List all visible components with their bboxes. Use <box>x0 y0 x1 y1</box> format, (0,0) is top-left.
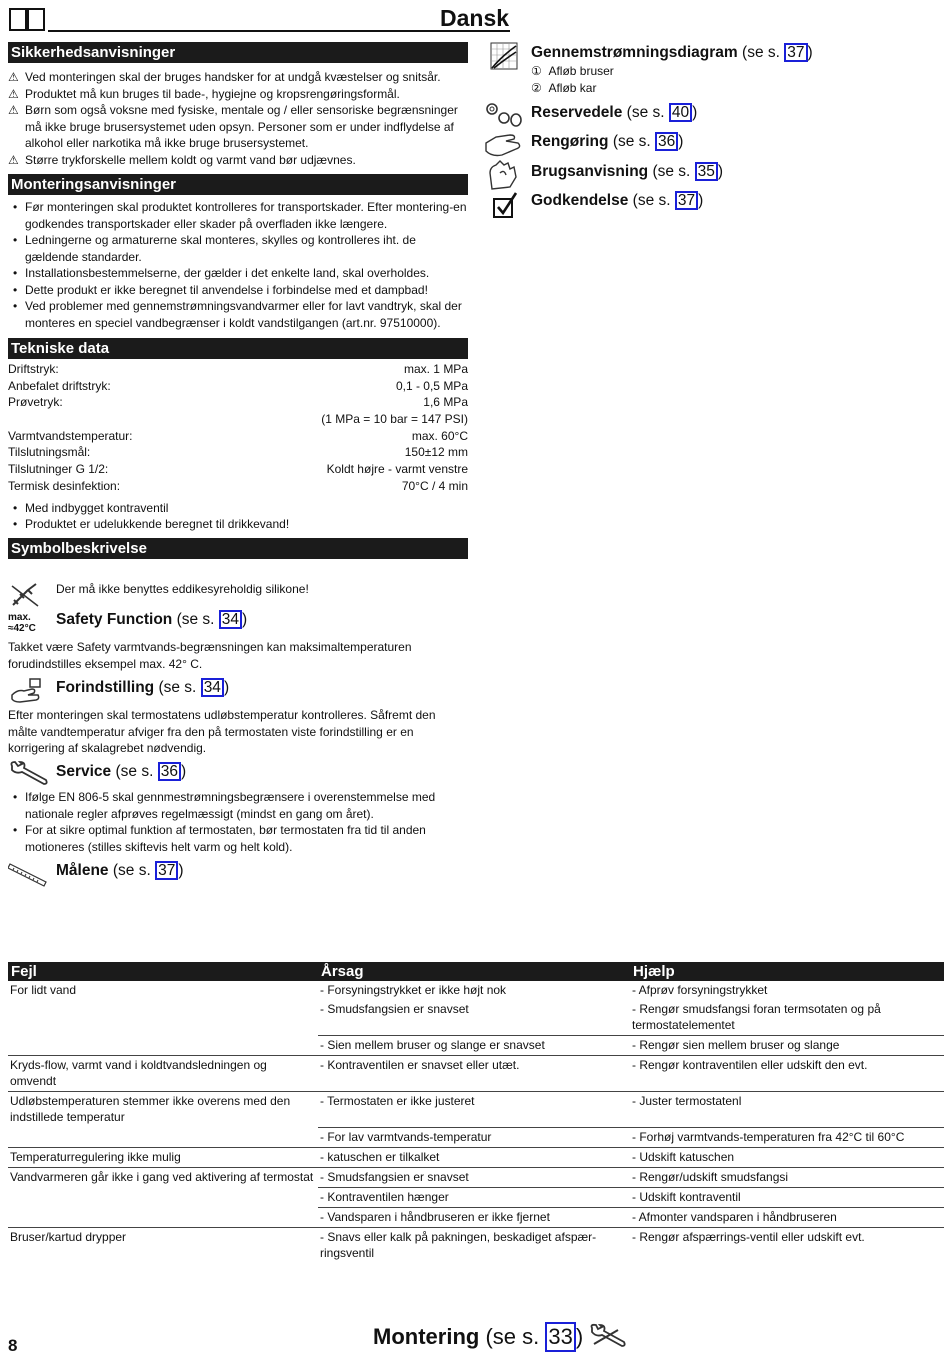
tech-row <box>8 411 468 428</box>
page-link[interactable]: 33 <box>545 1322 575 1352</box>
tech-row <box>8 444 468 461</box>
service-item: • Ifølge EN 806-5 skal gennmestrømningsbegrænsere i overenstemmelse med nationale regler afprøves regelmæssigt (mindst en gang om året). <box>8 789 458 822</box>
table-row <box>8 1187 944 1207</box>
silicone-note: Der må ikke benyttes eddikesyreholdig silikone! <box>56 582 309 596</box>
page-link[interactable]: 36 <box>158 762 181 781</box>
tech-label: Termisk desinfektion: <box>8 478 121 493</box>
table-row <box>8 1000 944 1036</box>
cause-cell: - Kontraventilen hænger <box>318 1187 630 1207</box>
page-link[interactable]: 34 <box>201 678 224 697</box>
table-row <box>8 1056 944 1092</box>
help-cell: - Rengør afspærrings-ventil eller udskift evt. <box>632 1229 865 1244</box>
safety-item: ⚠ Produktet må kun bruges til bade-, hygiejne og kropsrengøringsformål. <box>8 86 400 101</box>
table-row <box>8 1036 944 1056</box>
mounting-item: • Installationsbestemmelserne, der gælder i det enkelte land, skal overholdes. <box>8 265 468 282</box>
table-row <box>8 1227 944 1263</box>
mounting-item: • Ved problemer med gennemstrømningsvandvarmer eller for lavt vandtryk, skal der monteres en speciel vandbegrænser i koldt vandstilgangen (art.nr. 97510000). <box>8 298 468 331</box>
footer-mounting: Montering (se s. 33 ) <box>373 1322 583 1352</box>
service-list <box>8 789 458 855</box>
cause-cell: - Termostaten er ikke justeret <box>318 1092 630 1128</box>
column-header: Årsag <box>318 962 630 981</box>
flow-heading: Gennemstrømningsdiagram (se s. 37 ) <box>531 44 813 61</box>
help-cell: - Juster termostatenl <box>630 1092 944 1128</box>
hand-adjust-icon <box>10 677 44 710</box>
approval-heading: Godkendelse (se s. 37 ) <box>531 192 704 209</box>
technical-bullet: • Produktet er udelukkende beregnet til drikkevand! <box>8 516 468 533</box>
service-heading: Service (se s. 36 ) <box>56 763 187 780</box>
tech-label: Tilslutningsmål: <box>8 445 91 460</box>
fault-cell <box>8 1036 318 1056</box>
help-cell: - Afmonter vandsparen i håndbruseren <box>630 1207 944 1227</box>
ruler-icon <box>8 860 48 893</box>
cause-cell: - Sien mellem bruser og slange er snavset <box>318 1036 630 1056</box>
cause-cell: - katuschen er tilkalket <box>318 1147 630 1167</box>
safety-item: ⚠ Ved monteringen skal der bruges handsker for at undgå kvæstelser og snitsår. <box>8 70 441 84</box>
mounting-item: • Dette produkt er ikke beregnet til anvendelse i forbindelse med et dampbad! <box>8 282 468 299</box>
table-row <box>8 1207 944 1227</box>
page-link[interactable]: 36 <box>655 132 678 151</box>
help-cell: - Udskift kontraventil <box>630 1187 944 1207</box>
safety-heading: Sikkerhedsanvisninger <box>8 42 468 63</box>
page-link[interactable]: 37 <box>784 43 807 62</box>
safety-item: ⚠ Større trykforskelle mellem koldt og varmt vand bør udjævnes. <box>8 152 356 167</box>
fault-cell <box>8 1187 318 1207</box>
safety-list <box>8 69 468 168</box>
cleaning-heading: Rengøring (se s. 36 ) <box>531 133 684 150</box>
flow-item: ② Afløb kar <box>531 80 597 95</box>
tools-icon <box>588 1322 628 1357</box>
page-link[interactable]: 35 <box>695 162 718 181</box>
mounting-item: • Før monteringen skal produktet kontrolleres for transportskader. Efter montering-en godkendes transportskader eller skader på overfladen ikke længere. <box>8 199 468 232</box>
tech-row <box>8 478 468 495</box>
tech-label: Varmtvandstemperatur: <box>8 428 133 443</box>
technical-table <box>8 361 468 495</box>
tech-value: 150±12 mm <box>404 445 468 460</box>
fault-cell: Kryds-flow, varmt vand i koldtvandsledningen og omvendt <box>8 1056 318 1092</box>
help-cell: - Forhøj varmtvands-temperaturen fra 42°C til 60°C <box>630 1127 944 1147</box>
cause-cell: - Vandsparen i håndbruseren er ikke fjernet <box>318 1207 630 1227</box>
cause-cell: - Kontraventilen er snavset eller utæt. <box>318 1056 630 1092</box>
presetting-heading: Forindstilling (se s. 34 ) <box>56 679 230 696</box>
warning-icon: ⚠ <box>8 86 19 101</box>
table-row <box>8 981 944 1000</box>
safety-function-heading: Safety Function (se s. 34 ) <box>56 611 248 628</box>
manual-heading: Brugsanvisning (se s. 35 ) <box>531 163 724 180</box>
safety-function-text: Takket være Safety varmtvands-begrænsningen kan maksimaltemperaturen forudindstilles eksempel max. 42° C. <box>8 640 412 671</box>
flow-diagram-icon <box>490 42 518 75</box>
cause-cell: - Forsyningstrykket er ikke højt nok <box>320 983 507 997</box>
warning-icon: ⚠ <box>8 103 19 117</box>
column-header: Hjælp <box>630 962 944 981</box>
tech-value: 1,6 MPa <box>423 395 468 410</box>
tech-value: (1 MPa = 10 bar = 147 PSI) <box>321 412 468 427</box>
silicone-gun-icon <box>10 582 40 613</box>
tech-row <box>8 378 468 395</box>
table-row <box>8 1092 944 1128</box>
tech-value: Koldt højre - varmt venstre <box>326 462 468 477</box>
fault-cell <box>8 1000 318 1036</box>
tech-value: 70°C / 4 min <box>401 478 468 493</box>
help-cell: - Rengør kontraventilen eller udskift den evt. <box>630 1056 944 1092</box>
tech-label: Driftstryk: <box>8 362 59 376</box>
fault-table <box>8 962 944 1263</box>
spare-parts-heading: Reservedele (se s. 40 ) <box>531 104 698 121</box>
cause-cell: - Smudsfangsien er snavset <box>318 1167 630 1187</box>
table-header-row <box>8 962 944 981</box>
column-header: Fejl <box>8 962 318 981</box>
tech-row <box>8 461 468 478</box>
flow-item: ① Afløb bruser <box>531 64 614 78</box>
fault-table-body <box>8 981 944 1263</box>
tech-label: Anbefalet driftstryk: <box>8 378 111 393</box>
mounting-heading: Monteringsanvisninger <box>8 174 468 195</box>
warning-icon: ⚠ <box>8 152 19 167</box>
cause-cell: - Smudsfangsien er snavset <box>318 1000 630 1036</box>
fault-cell: Temperaturregulering ikke mulig <box>8 1147 318 1167</box>
tech-value: max. 60°C <box>411 428 468 443</box>
safety-item: ⚠ Børn som også voksne med fysiske, mentale og / eller sensoriske begrænsninger må ikke bruge brusersystemet uden opsyn. Personer som er under indflydelse af alkohol eller narkotika må ikke bruge brusersystemet. <box>8 103 458 150</box>
tech-row <box>8 361 468 378</box>
table-row <box>8 1127 944 1147</box>
technical-bullets <box>8 500 468 533</box>
tech-label: Tilslutninger G 1/2: <box>8 462 109 477</box>
technical-bullet: • Med indbygget kontraventil <box>8 500 468 517</box>
left-column <box>8 42 468 559</box>
fault-cell <box>8 1207 318 1227</box>
help-cell: - Rengør sien mellem bruser og slange <box>630 1036 944 1056</box>
mounting-list <box>8 199 468 331</box>
fault-cell <box>8 1127 318 1147</box>
page-link[interactable]: 40 <box>669 103 692 122</box>
page-link[interactable]: 37 <box>675 191 698 210</box>
max-temp-icon: max. ≈42°C <box>8 612 36 634</box>
language-title: Dansk <box>440 5 510 31</box>
help-cell: - Udskift katuschen <box>630 1147 944 1167</box>
help-cell: - Rengør smudsfangsi foran termsotaten og på termostatelementet <box>630 1000 944 1036</box>
cause-cell: - Snavs eller kalk på pakningen, beskadiget afspær-ringsventil <box>320 1229 597 1260</box>
mounting-item: • Ledningerne og armaturerne skal monteres, skylles og kontrolleres iht. de gældende standarder. <box>8 232 468 265</box>
wrench-icon <box>8 760 50 791</box>
page-number: 8 <box>8 1336 18 1355</box>
help-cell: - Afprøv forsyningstrykket <box>632 983 768 997</box>
presetting-text: Efter monteringen skal termostatens udløbstemperatur kontrolleres. Såfremt den målte vandtemperatur afviger fra den på termostaten viste forindstilling er en korrigering af skalagrebet nødvendig. <box>8 708 436 755</box>
fault-cell: Udløbstemperaturen stemmer ikke overens med den indstillede temperatur <box>10 1094 291 1124</box>
table-row <box>8 1147 944 1167</box>
dimensions-heading: Målene (se s. 37 ) <box>56 862 184 879</box>
fault-cell: For lidt vand <box>10 983 77 997</box>
tech-value: 0,1 - 0,5 MPa <box>395 378 468 393</box>
tech-row <box>8 394 468 411</box>
symbols-heading: Symbolbeskrivelse <box>8 538 468 559</box>
cause-cell: - For lav varmtvands-temperatur <box>318 1127 630 1147</box>
page-link[interactable]: 37 <box>155 861 178 880</box>
fault-cell: Vandvarmeren går ikke i gang ved aktivering af termostat <box>10 1169 314 1184</box>
warning-icon: ⚠ <box>8 70 19 84</box>
service-item: • For at sikre optimal funktion af termostaten, bør termostaten fra tid til anden motioneres (stilles skiftevis helt varm og helt kold). <box>8 822 458 855</box>
help-cell: - Rengør/udskift smudsfangsi <box>630 1167 944 1187</box>
table-row <box>8 1167 944 1187</box>
flow-items <box>531 63 614 96</box>
tech-value: max. 1 MPa <box>403 362 468 376</box>
technical-heading: Tekniske data <box>8 338 468 359</box>
tech-label: Prøvetryk: <box>8 395 63 410</box>
page-link[interactable]: 34 <box>219 610 242 629</box>
checkbox-icon <box>492 191 518 224</box>
tech-row <box>8 428 468 445</box>
fault-cell: Bruser/kartud drypper <box>10 1229 127 1244</box>
book-icon <box>8 6 46 37</box>
